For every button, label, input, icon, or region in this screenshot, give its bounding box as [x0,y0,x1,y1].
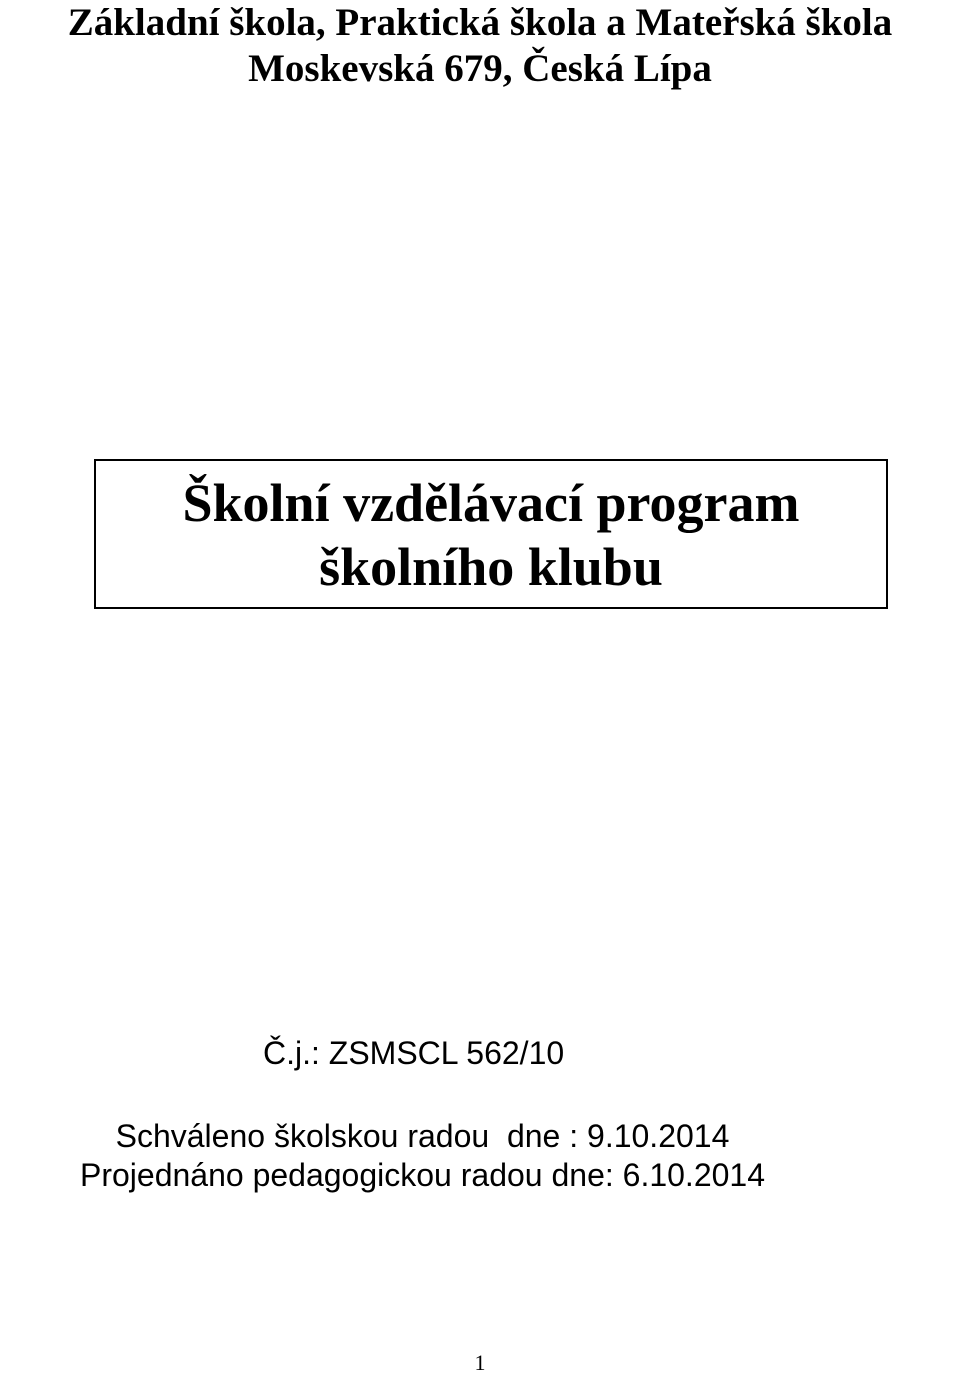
teachers-council-discussion: Projednáno pedagogickou radou dne: 6.10.2014 [79,1157,765,1193]
school-board-approval: Schváleno školskou radou dne : 9.10.2014 [115,1118,730,1154]
document-title-line-1: Školní vzdělávací program [182,473,800,533]
school-name: Základní škola, Praktická škola a Mateřská škola [67,1,893,44]
document-title-line-2: školního klubu [319,537,663,597]
page-number: 1 [474,1350,486,1375]
document-header [0,0,960,92]
approval-notes [0,1117,845,1195]
school-address: Moskevská 679, Česká Lípa [248,47,712,90]
reference-number: Č.j.: ZSMSCL 562/10 [263,1035,565,1071]
document-title-box [94,459,888,609]
